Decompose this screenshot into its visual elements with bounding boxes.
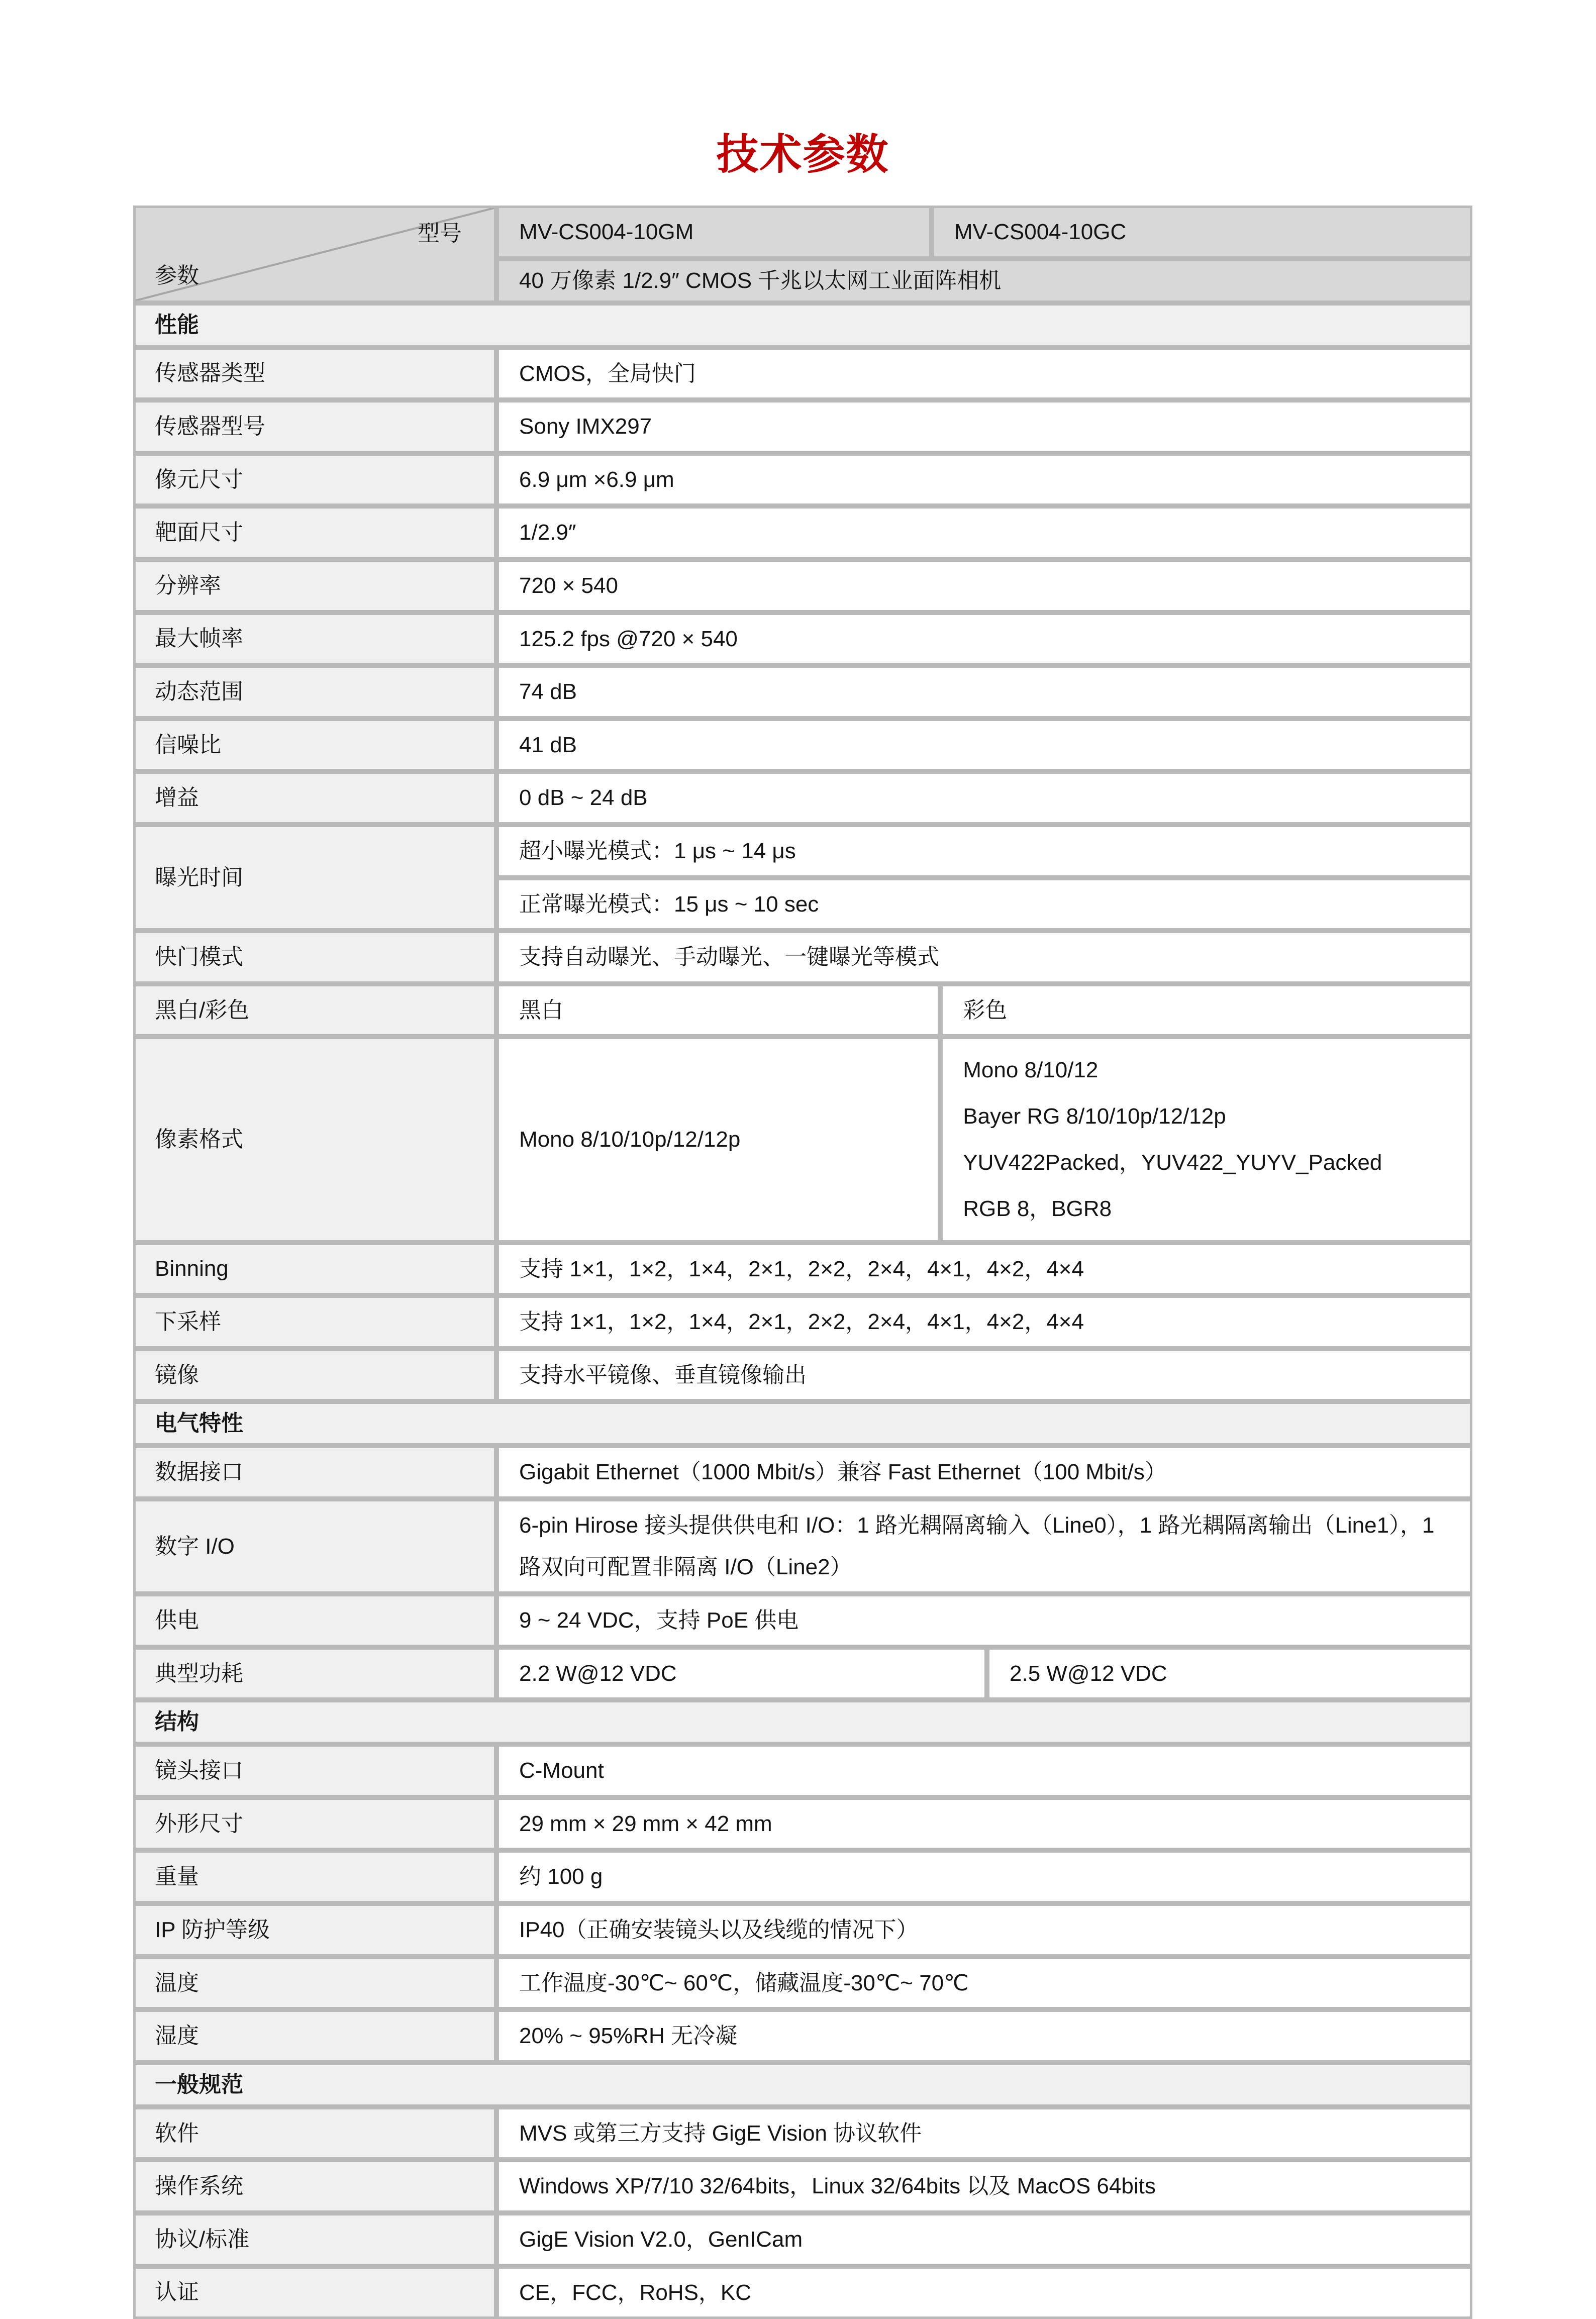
value-cell: 125.2 fps @720 × 540 — [499, 615, 1470, 663]
row-values — [499, 1650, 1470, 1698]
row-label: 镜头接口 — [136, 1747, 494, 1795]
corner-label-model: 型号 — [418, 221, 462, 246]
value-line: YUV422Packed，YUV422_YUYV_Packed — [963, 1150, 1382, 1175]
value-subrow: 超小曝光模式：1 μs ~ 14 μs — [499, 827, 1470, 875]
row-values — [499, 986, 1470, 1035]
row-label: 重量 — [136, 1853, 494, 1901]
section-header-row — [136, 1404, 1470, 1443]
model-cell-gm: MV-CS004-10GM — [499, 208, 929, 256]
row-label: 传感器型号 — [136, 402, 494, 451]
value-cell: 支持 1×1，1×2，1×4，2×1，2×2，2×4，4×1，4×2，4×4 — [499, 1245, 1470, 1293]
spec-row — [136, 827, 1470, 928]
row-label: 曝光时间 — [136, 827, 494, 928]
spec-row — [136, 1853, 1470, 1901]
value-cell: 彩色 — [943, 986, 1470, 1035]
section-header-row — [136, 306, 1470, 345]
row-values — [499, 1906, 1470, 1954]
row-label: 黑白/彩色 — [136, 986, 494, 1035]
spec-row — [136, 986, 1470, 1035]
row-label: 下采样 — [136, 1298, 494, 1346]
row-label: 像元尺寸 — [136, 456, 494, 504]
spec-row — [136, 615, 1470, 663]
row-values — [499, 562, 1470, 610]
header-right — [499, 208, 1470, 300]
row-values — [499, 1747, 1470, 1795]
spec-row — [136, 1501, 1470, 1591]
spec-row — [136, 2269, 1470, 2317]
spec-row — [136, 456, 1470, 504]
row-values — [499, 1448, 1470, 1496]
value-cell: 2.5 W@12 VDC — [989, 1650, 1470, 1698]
value-line: Bayer RG 8/10/10p/12/12p — [963, 1104, 1226, 1129]
page-title: 技术参数 — [716, 131, 889, 178]
row-values — [499, 1853, 1470, 1901]
row-label: 最大帧率 — [136, 615, 494, 663]
row-label: 信噪比 — [136, 721, 494, 769]
value-cell: MVS 或第三方支持 GigE Vision 协议软件 — [499, 2109, 1470, 2158]
row-label: 典型功耗 — [136, 1650, 494, 1698]
row-label: 增益 — [136, 774, 494, 822]
model-row — [499, 208, 1470, 256]
value-cell: Gigabit Ethernet（1000 Mbit/s）兼容 Fast Ethernet（100 Mbit/s） — [499, 1448, 1470, 1496]
row-values — [499, 1298, 1470, 1346]
value-cell: 黑白 — [499, 986, 938, 1035]
row-label: 像素格式 — [136, 1039, 494, 1240]
row-label: IP 防护等级 — [136, 1906, 494, 1954]
value-cell: 1/2.9″ — [499, 509, 1470, 557]
value-cell: Windows XP/7/10 32/64bits，Linux 32/64bits 以及 MacOS 64bits — [499, 2162, 1470, 2210]
row-values — [499, 615, 1470, 663]
value-cell: CE，FCC，RoHS，KC — [499, 2269, 1470, 2317]
spec-row — [136, 1039, 1470, 1240]
spec-row — [136, 1298, 1470, 1346]
spec-row — [136, 1800, 1470, 1848]
value-cell: 6-pin Hirose 接头提供供电和 I/O：1 路光耦隔离输入（Line0），1 路光耦隔离输出（Line1），1 路双向可配置非隔离 I/O（Line2） — [499, 1501, 1470, 1591]
spec-row — [136, 1245, 1470, 1293]
section-title: 性能 — [136, 306, 1470, 345]
row-values — [499, 2162, 1470, 2210]
row-label: 传感器类型 — [136, 350, 494, 398]
spec-row — [136, 2162, 1470, 2210]
value-line: RGB 8，BGR8 — [963, 1196, 1112, 1221]
value-cell: 支持 1×1，1×2，1×4，2×1，2×2，2×4，4×1，4×2，4×4 — [499, 1298, 1470, 1346]
value-cell: 720 × 540 — [499, 562, 1470, 610]
row-values — [499, 1959, 1470, 2007]
row-label: 认证 — [136, 2269, 494, 2317]
spec-row — [136, 2215, 1470, 2264]
section-title: 一般规范 — [136, 2065, 1470, 2104]
spec-table — [133, 206, 1472, 2319]
corner-label-param: 参数 — [155, 263, 199, 288]
row-label: 协议/标准 — [136, 2215, 494, 2264]
row-label: 镜像 — [136, 1351, 494, 1399]
spec-row — [136, 2012, 1470, 2060]
row-values — [499, 2109, 1470, 2158]
row-label: 分辨率 — [136, 562, 494, 610]
row-label: 外形尺寸 — [136, 1800, 494, 1848]
row-label: 快门模式 — [136, 933, 494, 981]
row-label: 数字 I/O — [136, 1501, 494, 1591]
value-cell: 支持自动曝光、手动曝光、一键曝光等模式 — [499, 933, 1470, 981]
row-values — [499, 774, 1470, 822]
row-label: 数据接口 — [136, 1448, 494, 1496]
value-cell: 约 100 g — [499, 1853, 1470, 1901]
value-cell: 工作温度-30℃~ 60℃，储藏温度-30℃~ 70℃ — [499, 1959, 1470, 2007]
value-cell: 29 mm × 29 mm × 42 mm — [499, 1800, 1470, 1848]
spec-row — [136, 562, 1470, 610]
row-values — [499, 1800, 1470, 1848]
row-values — [499, 721, 1470, 769]
model-cell-gc: MV-CS004-10GC — [934, 208, 1470, 256]
row-values — [499, 2269, 1470, 2317]
value-cell: 41 dB — [499, 721, 1470, 769]
row-values — [499, 2215, 1470, 2264]
spec-row — [136, 668, 1470, 716]
value-cell: 20% ~ 95%RH 无冷凝 — [499, 2012, 1470, 2060]
value-cell: 2.2 W@12 VDC — [499, 1650, 984, 1698]
row-values — [499, 2012, 1470, 2060]
spec-row — [136, 933, 1470, 981]
description-cell: 40 万像素 1/2.9″ CMOS 千兆以太网工业面阵相机 — [499, 261, 1470, 300]
table-header — [136, 208, 1470, 300]
row-values — [499, 1501, 1470, 1591]
spec-row — [136, 721, 1470, 769]
row-label: 湿度 — [136, 2012, 494, 2060]
value-cell: IP40（正确安装镜头以及线缆的情况下） — [499, 1906, 1470, 1954]
spec-row — [136, 1959, 1470, 2007]
value-subrow: 正常曝光模式：15 μs ~ 10 sec — [499, 880, 1470, 929]
spec-row — [136, 509, 1470, 557]
spec-row — [136, 1747, 1470, 1795]
row-values — [499, 456, 1470, 504]
value-cell: 6.9 μm ×6.9 μm — [499, 456, 1470, 504]
row-values — [499, 933, 1470, 981]
spec-row — [136, 350, 1470, 398]
row-values — [499, 1351, 1470, 1399]
row-label: Binning — [136, 1245, 494, 1293]
spec-row — [136, 2109, 1470, 2158]
spec-row — [136, 1351, 1470, 1399]
section-title: 电气特性 — [136, 1404, 1470, 1443]
section-header-row — [136, 1702, 1470, 1742]
value-cell: 支持水平镜像、垂直镜像输出 — [499, 1351, 1470, 1399]
value-line: Mono 8/10/12 — [963, 1058, 1099, 1083]
value-cell: Mono 8/10/10p/12/12p — [499, 1039, 938, 1240]
section-header-row — [136, 2065, 1470, 2104]
row-values — [499, 827, 1470, 928]
row-values — [499, 1039, 1470, 1240]
value-cell — [943, 1039, 1470, 1240]
value-cell: Sony IMX297 — [499, 402, 1470, 451]
row-values — [499, 668, 1470, 716]
row-values — [499, 350, 1470, 398]
row-values — [499, 1245, 1470, 1293]
value-cell: 9 ~ 24 VDC，支持 PoE 供电 — [499, 1596, 1470, 1645]
value-cell: GigE Vision V2.0，GenICam — [499, 2215, 1470, 2264]
value-cell: 74 dB — [499, 668, 1470, 716]
spec-row — [136, 1596, 1470, 1645]
spec-row — [136, 402, 1470, 451]
diagonal-header-cell — [136, 208, 494, 300]
spec-row — [136, 1448, 1470, 1496]
row-values — [499, 509, 1470, 557]
row-label: 软件 — [136, 2109, 494, 2158]
spec-row — [136, 1650, 1470, 1698]
row-label: 温度 — [136, 1959, 494, 2007]
row-label: 动态范围 — [136, 668, 494, 716]
value-cell: C-Mount — [499, 1747, 1470, 1795]
row-values — [499, 1596, 1470, 1645]
spec-row — [136, 774, 1470, 822]
spec-row — [136, 1906, 1470, 1954]
row-values — [499, 402, 1470, 451]
value-cell: 0 dB ~ 24 dB — [499, 774, 1470, 822]
row-label: 操作系统 — [136, 2162, 494, 2210]
row-label: 供电 — [136, 1596, 494, 1645]
section-title: 结构 — [136, 1702, 1470, 1742]
row-label: 靶面尺寸 — [136, 509, 494, 557]
value-cell: CMOS，全局快门 — [499, 350, 1470, 398]
